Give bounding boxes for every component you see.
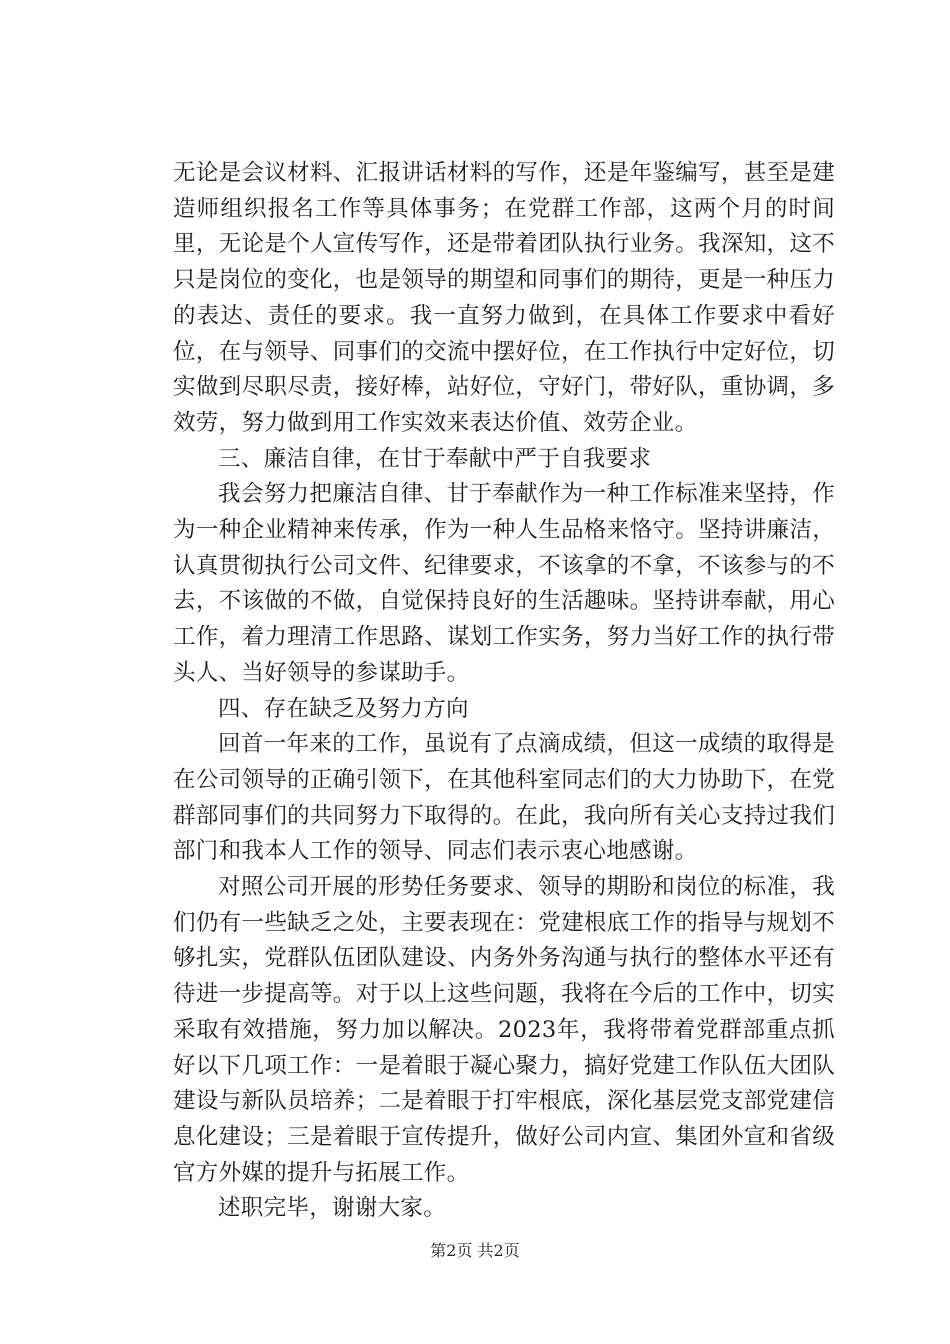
paragraph-shortcomings: 对照公司开展的形势任务要求、领导的期盼和岗位的标准，我们仍有一些缺乏之处，主要表现在：党建根底工作的指导与规划不够扎实，党群队伍团队建设、内务外务沟通与执行的整体水平还有待进一步提高等。对于以上这些问题，我将在今后的工作中，切实采取有效措施，努力加以解决。2023年，我将带着党群部重点抓好以下几项工作：一是着眼于凝心聚力，搞好党建工作队伍大团队建设与新队员培养；二是着眼于打牢根底，深化基层党支部党建信息化建设；三是着眼于宣传提升，做好公司内宣、集团外宣和省级官方外媒的提升与拓展工作。 — [173, 874, 835, 1186]
paragraph-closing: 述职完毕，谢谢大家。 — [218, 1195, 447, 1222]
paragraph-review: 回首一年来的工作，虽说有了点滴成绩，但这一成绩的取得是在公司领导的正确引领下，在其他科室同志们的大力协助下，在党群部同事们的共同努力下取得的。在此，我向所有关心支持过我们部门和我本人工作的领导、同志们表示衷心地感谢。 — [173, 731, 835, 865]
document-body — [173, 156, 835, 1227]
section-heading-integrity: 三、廉洁自律，在甘于奉献中严于自我要求 — [218, 445, 652, 472]
paragraph-continuation: 无论是会议材料、汇报讲话材料的写作，还是年鉴编写，甚至是建造师组织报名工作等具体事务；在党群工作部，这两个月的时间里，无论是个人宣传写作，还是带着团队执行业务。我深知，这不只是岗位的变化，也是领导的期望和同事们的期待，更是一种压力的表达、责任的要求。我一直努力做到，在具体工作要求中看好位，在与领导、同事们的交流中摆好位，在工作执行中定好位，切实做到尽职尽责，接好棒，站好位，守好门，带好队，重协调，多效劳，努力做到用工作实效来表达价值、效劳企业。 — [173, 160, 835, 436]
page-number-footer: 第2页 共2页 — [430, 1241, 520, 1260]
paragraph-integrity: 我会努力把廉洁自律、甘于奉献作为一种工作标准来坚持，作为一种企业精神来传承，作为一种人生品格来恪守。坚持讲廉洁，认真贯彻执行公司文件、纪律要求，不该拿的不拿，不该参与的不去，不该做的不做，自觉保持良好的生活趣味。坚持讲奉献，用心工作，着力理清工作思路、谋划工作实务，努力当好工作的执行带头人、当好领导的参谋助手。 — [173, 481, 835, 686]
section-heading-shortcomings: 四、存在缺乏及努力方向 — [218, 695, 469, 722]
